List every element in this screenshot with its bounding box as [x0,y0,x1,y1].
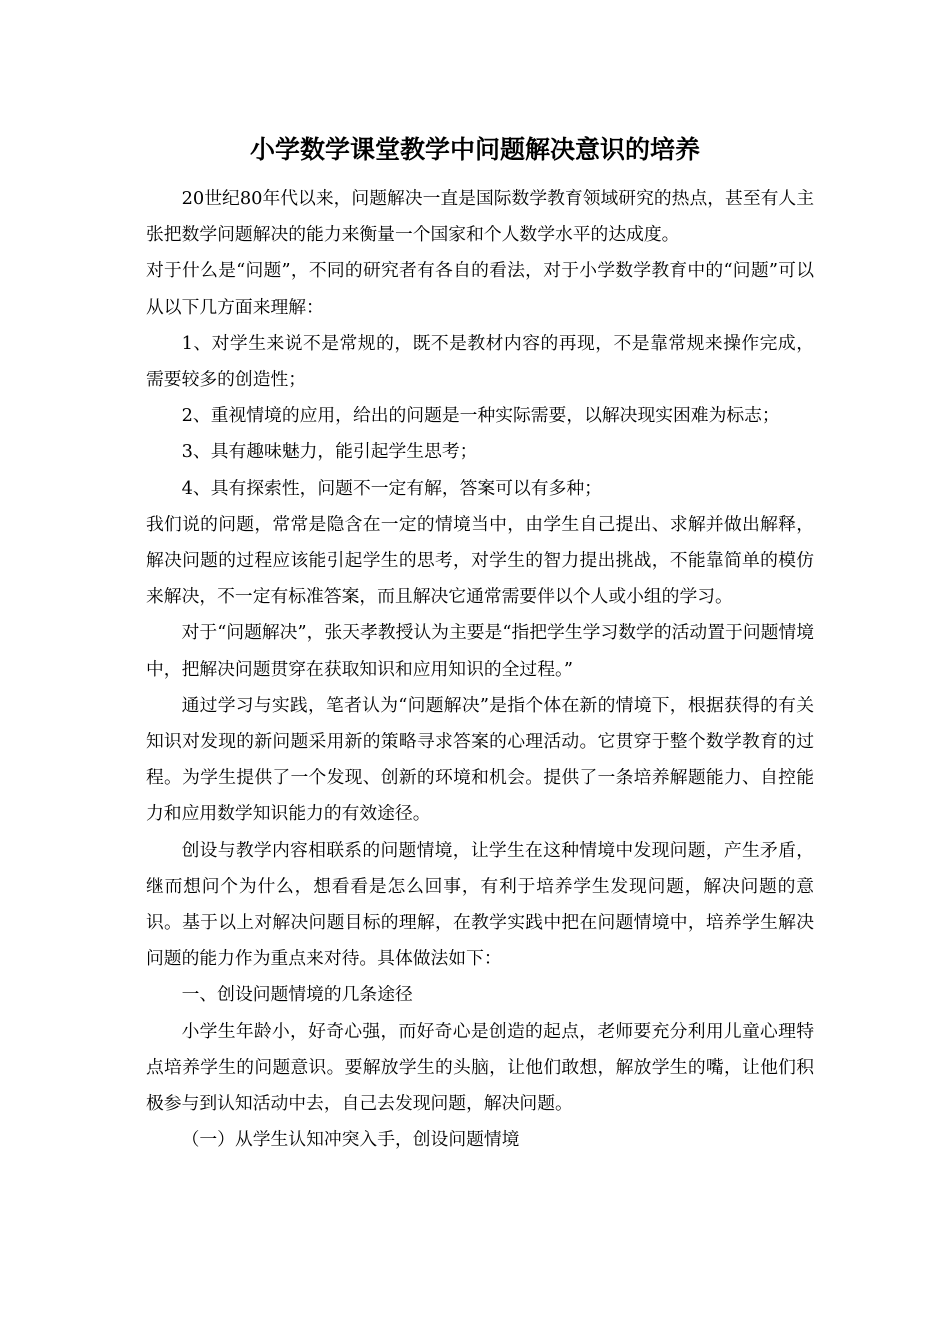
section-heading-1: 一、创设问题情境的几条途径 [181,984,413,1006]
paragraph-problem-context: 我们说的问题，常常是隐含在一定的情境当中，由学生自己提出、求解并做出解释，解决问题的过程应该能引起学生的思考，对学生的智力提出挑战，不能靠简单的模仿来解决，不一定有标准答案，而且解决它通常需要伴以个人或小组的学习。 [146,513,814,608]
paragraph-create-situation: 创设与教学内容相联系的问题情境，让学生在这种情境中发现问题，产生矛盾，继而想问个为什么，想看看是怎么回事，有利于培养学生发现问题，解决问题的意识。基于以上对解决问题目标的理解，在教学实践中把在问题情境中，培养学生解决问题的能力作为重点来对待。具体做法如下： [146,839,814,970]
subsection-heading-1: （一）从学生认知冲突入手，创设问题情境 [181,1129,520,1151]
paragraph-curiosity: 小学生年龄小，好奇心强，而好奇心是创造的起点，老师要充分利用儿童心理特点培养学生的问题意识。要解放学生的头脑，让他们敢想，解放学生的嘴，让他们积极参与到认知活动中去，自己去发现问题，解决问题。 [146,1020,814,1115]
document-title: 小学数学课堂教学中问题解决意识的培养 [249,135,700,164]
paragraph-problem-definition: 对于什么是“问题”，不同的研究者有各自的看法，对于小学数学教育中的“问题”可以从以下几方面来理解： [146,260,814,318]
document-body [146,181,814,1158]
paragraph-author-view: 通过学习与实践，笔者认为“问题解决”是指个体在新的情境下，根据获得的有关知识对发现的新问题采用新的策略寻求答案的心理活动。它贯穿于整个数学教育的过程。为学生提供了一个发现、创新的环境和机会。提供了一条培养解题能力、自控能力和应用数学知识能力的有效途径。 [146,694,814,825]
list-item-4: 4、具有探索性，问题不一定有解，答案可以有多种； [181,477,602,499]
list-item-1: 1、对学生来说不是常规的，既不是教材内容的再现，不是靠常规来操作完成，需要较多的创造性； [146,332,814,391]
list-item-2: 2、重视情境的应用，给出的问题是一种实际需要，以解决现实困难为标志； [181,405,780,427]
paragraph-intro: 20世纪80年代以来，问题解决一直是国际数学教育领域研究的热点，甚至有人主张把数学问题解决的能力来衡量一个国家和个人数学水平的达成度。 [146,188,814,246]
list-item-3: 3、具有趣味魅力，能引起学生思考； [181,441,478,463]
paragraph-zhang-quote: 对于“问题解决”，张天孝教授认为主要是“指把学生学习数学的活动置于问题情境中，把解决问题贯穿在获取知识和应用知识的全过程。” [146,622,814,680]
